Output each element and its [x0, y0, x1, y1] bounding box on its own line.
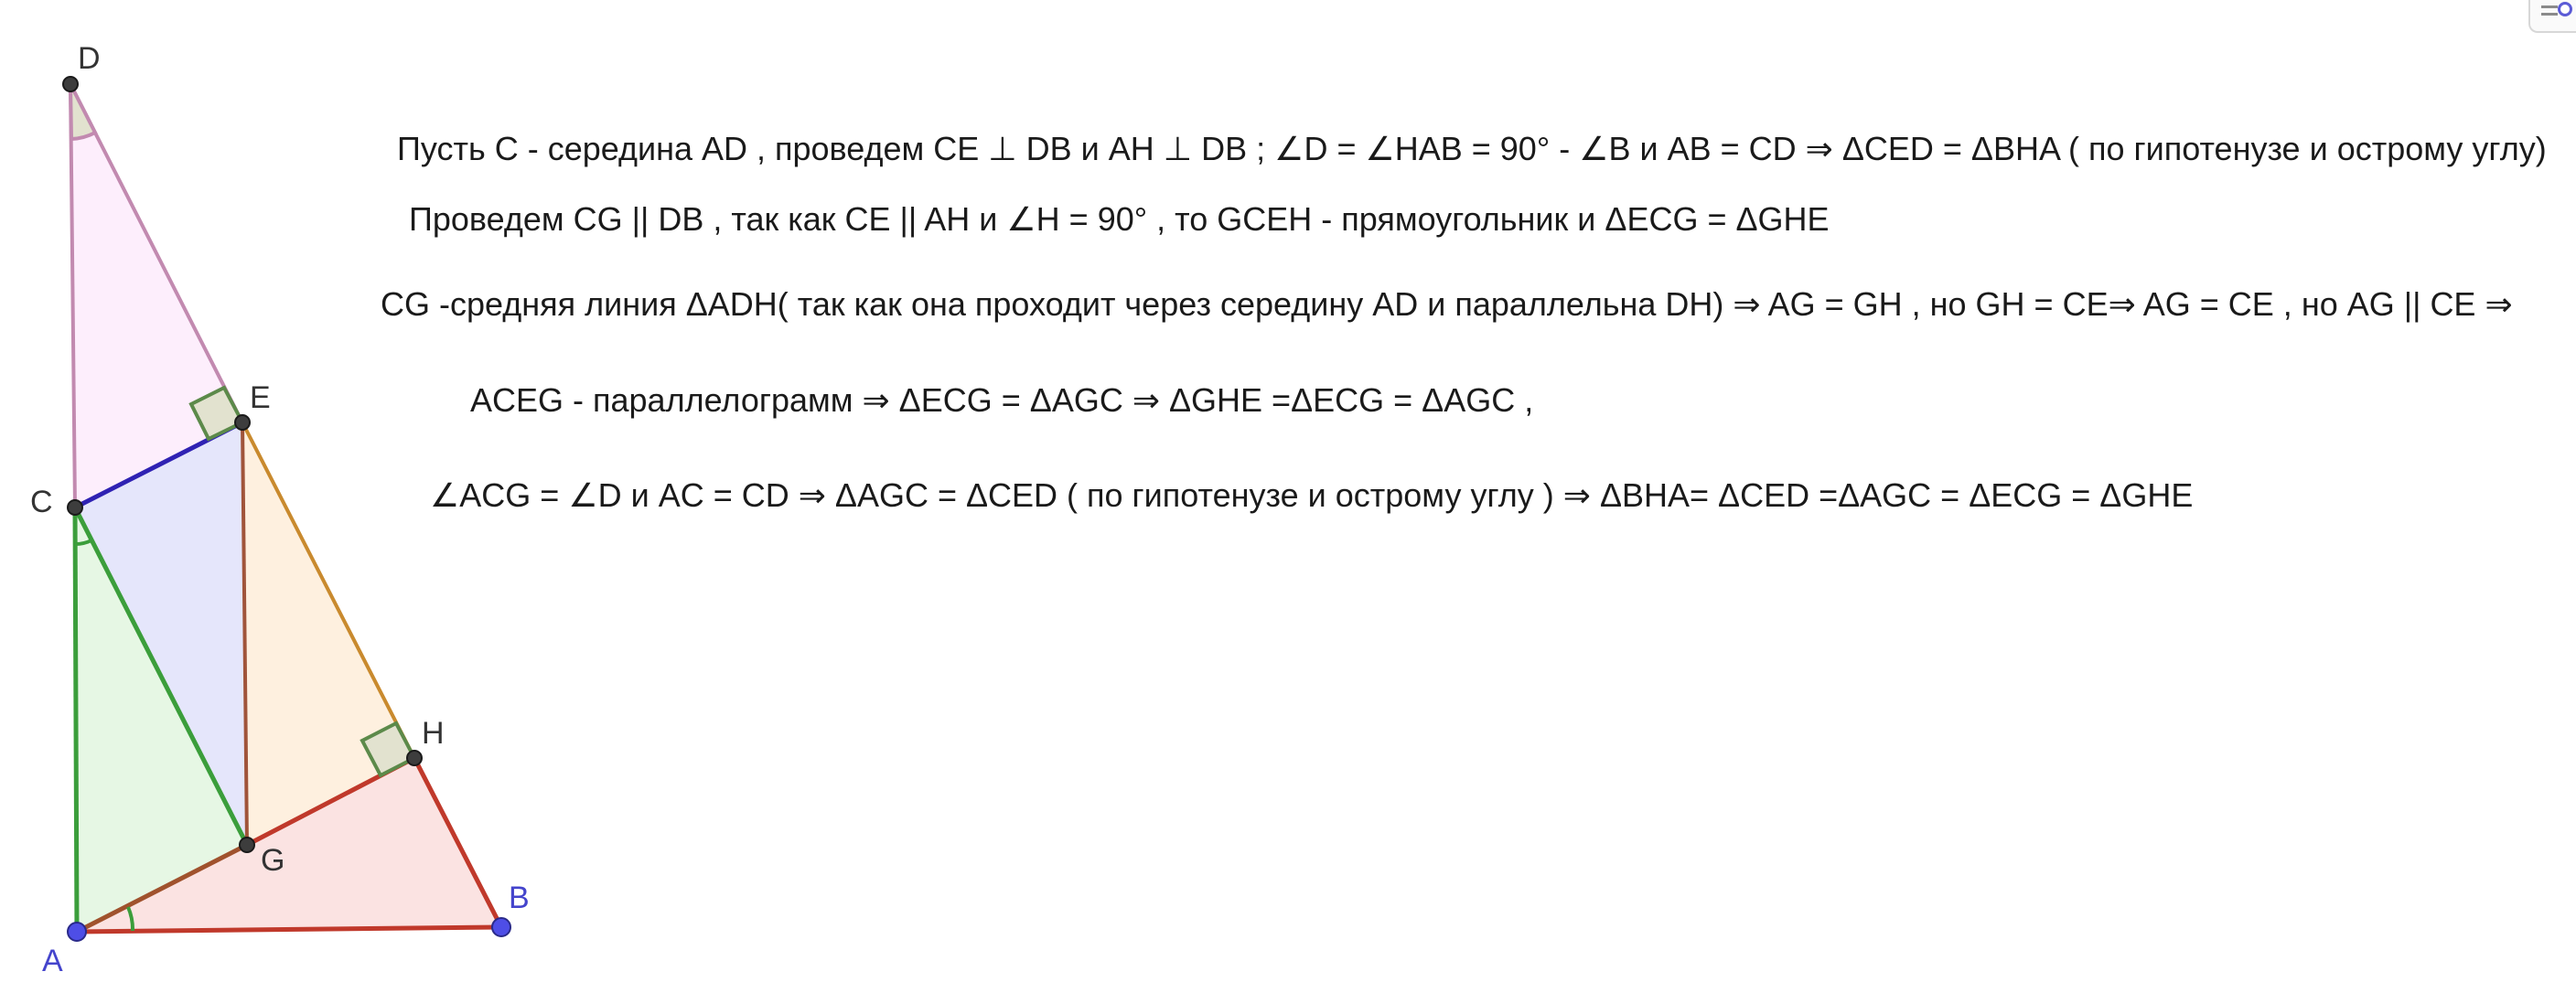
segment-ca[interactable]	[75, 507, 77, 932]
menu-icon-bar	[2541, 13, 2558, 16]
label-d: D	[78, 41, 101, 76]
proof-line-5: ∠ACG = ∠D и AC = CD ⇒ ΔAGC = ΔCED ( по гипотенузе и острому углу ) ⇒ ΔBHA= ΔCED =ΔAGC = ΔECG = ΔGHE	[430, 476, 2194, 514]
settings-dot-icon	[2558, 2, 2572, 16]
point-g[interactable]	[240, 838, 254, 852]
label-c: C	[30, 485, 53, 519]
point-d[interactable]	[63, 77, 78, 91]
label-b: B	[509, 881, 530, 915]
point-b[interactable]	[492, 918, 510, 936]
point-h[interactable]	[407, 751, 422, 765]
proof-line-2: Проведем CG || DB , так как CE || AH и ∠H = 90° , то GCEH - прямоугольник и ΔECG = ΔGHE	[409, 200, 1830, 238]
proof-line-1: Пусть С - середина AD , проведем CE ⊥ DB и AH ⊥ DB ; ∠D = ∠HAB = 90° - ∠B и AB = CD ⇒ ΔCED = ΔBHA ( по гипотенузе и острому углу)	[397, 130, 2547, 167]
menu-icon	[2541, 5, 2558, 8]
label-h: H	[422, 716, 445, 751]
proof-line-4: ACEG - параллелограмм ⇒ ΔECG = ΔAGC ⇒ ΔGHE =ΔECG = ΔAGC ,	[470, 381, 1534, 419]
angle-arc-d	[70, 84, 95, 139]
proof-line-3: CG -средняя линия ΔADH( так как она проходит через середину AD и параллельна DH) ⇒ AG = GH , но GH = CE⇒ AG = CE , но AG || CE ⇒	[381, 285, 2513, 323]
label-a: A	[42, 944, 63, 978]
point-a[interactable]	[68, 923, 86, 941]
menu-button[interactable]	[2528, 0, 2576, 33]
point-c[interactable]	[68, 500, 82, 515]
label-e: E	[250, 380, 271, 415]
label-g: G	[261, 843, 285, 878]
point-e[interactable]	[235, 415, 250, 430]
